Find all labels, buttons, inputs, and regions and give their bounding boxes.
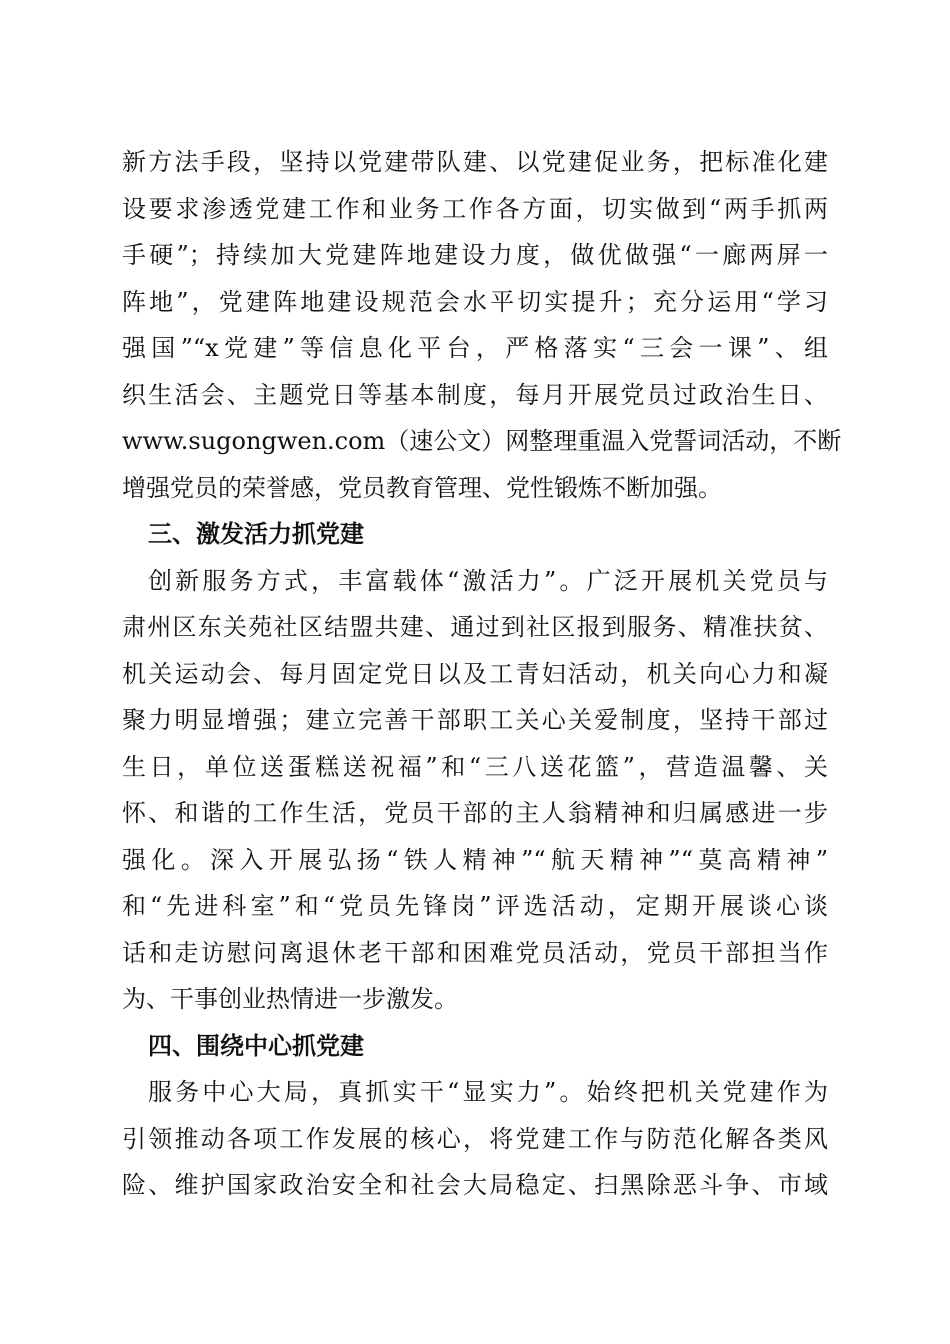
paragraph-line: 阵地”，党建阵地建设规范会水平切实提升；充分运用“学习 [122,287,828,316]
paragraph-line: 引领推动各项工作发展的核心，将党建工作与防范化解各类风 [122,1124,828,1153]
paragraph-line: 生日，单位送蛋糕送祝福”和“三八送花篮”，营造温馨、关 [122,752,828,781]
paragraph [122,558,828,1023]
section-heading: 三、激发活力抓党建 [148,519,364,548]
paragraph-line: 新方法手段，坚持以党建带队建、以党建促业务，把标准化建 [122,148,828,176]
document-page [122,139,842,1209]
paragraph-line: 机关运动会、每月固定党日以及工青妇活动，机关向心力和凝 [122,659,828,688]
paragraph [122,1069,828,1209]
paragraph [122,139,842,511]
paragraph-line: 强国”“x党建”等信息化平台，严格落实“三会一课”、组 [122,334,828,362]
paragraph-line: 创新服务方式，丰富载体“激活力”。广泛开展机关党员与 [148,566,828,595]
paragraph-line: 手硬”；持续加大党建阵地建设力度，做优做强“一廊两屏一 [122,241,828,269]
paragraph-line: 话和走访慰问离退休老干部和困难党员活动，党员干部担当作 [122,938,828,967]
paragraph-line: 强化。深入开展弘扬“铁人精神”“航天精神”“莫高精神” [122,845,828,874]
paragraph-line: 设要求渗透党建工作和业务工作各方面，切实做到“两手抓两 [122,194,828,223]
paragraph-line: 怀、和谐的工作生活，党员干部的主人翁精神和归属感进一步 [122,799,828,827]
paragraph-line: 聚力明显增强；建立完善干部职工关心关爱制度，坚持干部过 [122,706,828,734]
paragraph-line: 肃州区东关苑社区结盟共建、通过到社区报到服务、精准扶贫、 [122,613,828,641]
paragraph-line: 险、维护国家政治安全和社会大局稳定、扫黑除恶斗争、市域 [122,1171,828,1199]
paragraph-line: 增强党员的荣誉感，党员教育管理、党性锻炼不断加强。 [122,473,722,502]
section-heading: 四、围绕中心抓党建 [148,1030,364,1060]
paragraph-line: 为、干事创业热情进一步激发。 [122,985,458,1013]
paragraph-line: 和“先进科室”和“党员先锋岗”评选活动，定期开展谈心谈 [122,892,828,920]
paragraph-line: 服务中心大局，真抓实干“显实力”。始终把机关党建作为 [148,1078,828,1106]
paragraph-line: 织生活会、主题党日等基本制度，每月开展党员过政治生日、 [122,380,828,409]
paragraph-line: www.sugongwen.com（速公文）网整理重温入党誓词活动，不断 [122,427,842,455]
